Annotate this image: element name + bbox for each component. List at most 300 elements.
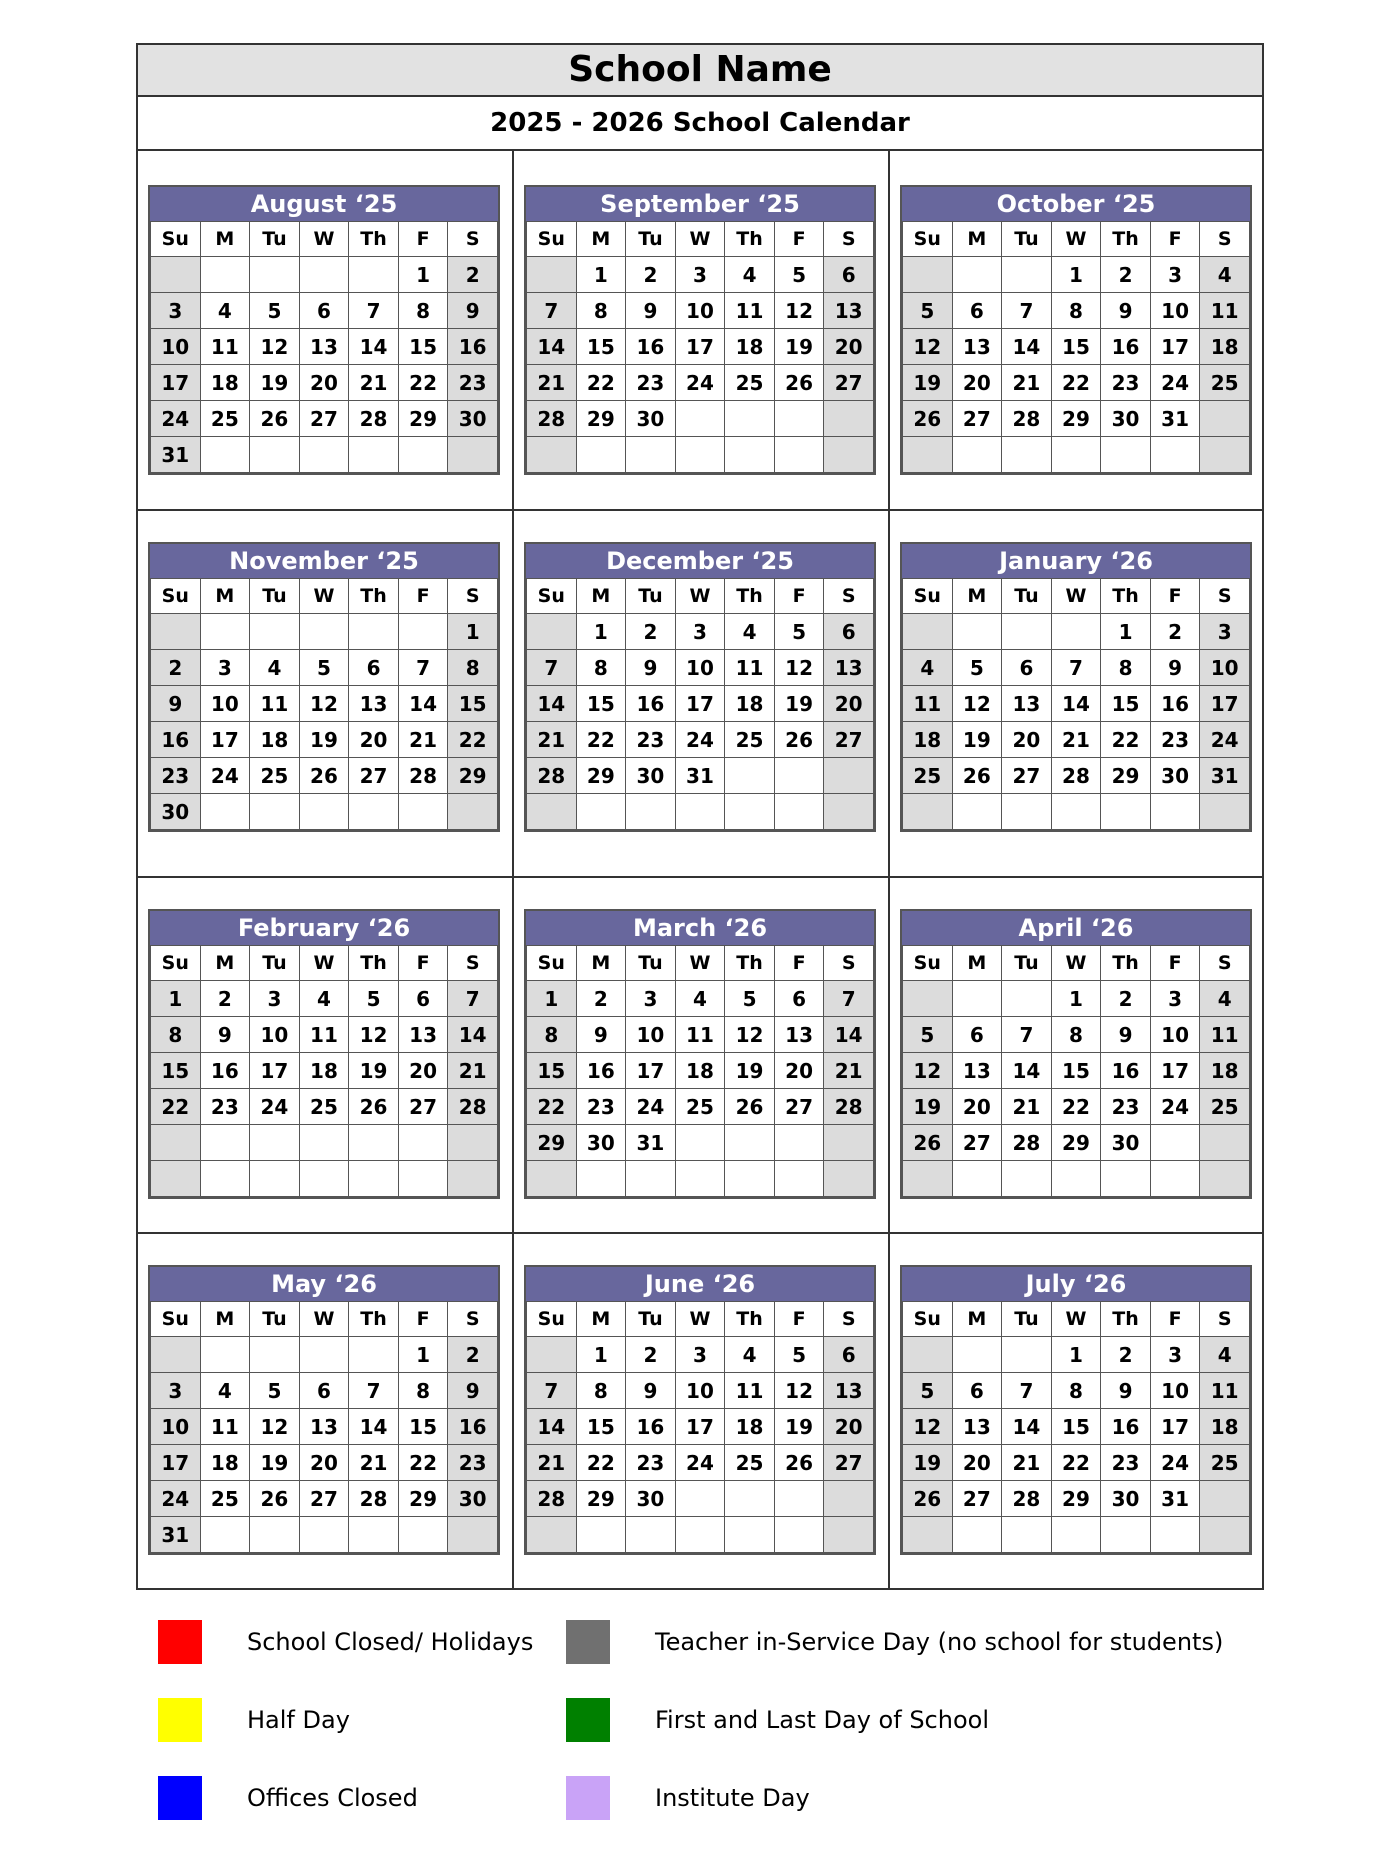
weekday-header: Su [527, 222, 577, 257]
empty-day-cell [903, 257, 953, 293]
empty-day-cell [448, 794, 498, 830]
day-cell: 17 [675, 329, 725, 365]
legend-label: Teacher in-Service Day (no school for students) [655, 1628, 1224, 1656]
day-cell: 18 [200, 365, 250, 401]
day-cell: 7 [1051, 650, 1101, 686]
month-calendar [524, 185, 876, 475]
day-cell: 20 [824, 329, 874, 365]
day-cell: 19 [774, 1409, 824, 1445]
weekday-header: S [824, 222, 874, 257]
school-name: School Name [138, 45, 1262, 97]
weekday-header: Tu [626, 579, 676, 614]
weekday-header: M [576, 946, 626, 981]
day-cell: 27 [952, 1125, 1002, 1161]
day-cell: 1 [576, 614, 626, 650]
month-calendar [900, 542, 1252, 832]
day-cell: 20 [952, 365, 1002, 401]
day-cell: 11 [200, 1409, 250, 1445]
day-cell: 29 [448, 758, 498, 794]
day-cell: 13 [824, 293, 874, 329]
day-cell: 11 [725, 650, 775, 686]
day-cell: 23 [626, 722, 676, 758]
empty-day-cell [1002, 1161, 1052, 1197]
day-cell: 16 [576, 1053, 626, 1089]
weekday-header: W [299, 946, 349, 981]
day-cell: 4 [1200, 981, 1250, 1017]
weekday-header: Tu [626, 222, 676, 257]
empty-day-cell [151, 1161, 201, 1197]
empty-day-cell [1002, 1337, 1052, 1373]
day-cell: 25 [725, 1445, 775, 1481]
day-cell: 6 [299, 293, 349, 329]
day-cell: 6 [952, 1373, 1002, 1409]
day-cell: 16 [1101, 1409, 1151, 1445]
empty-day-cell [1002, 257, 1052, 293]
month-title: April ‘26 [902, 911, 1250, 945]
empty-day-cell [349, 257, 399, 293]
empty-day-cell [626, 1517, 676, 1553]
empty-day-cell [774, 437, 824, 473]
day-cell: 14 [527, 686, 577, 722]
day-cell: 7 [349, 1373, 399, 1409]
day-cell: 20 [774, 1053, 824, 1089]
day-cell: 11 [1200, 1017, 1250, 1053]
day-cell: 12 [903, 1053, 953, 1089]
day-cell: 13 [299, 329, 349, 365]
weekday-header: Tu [1002, 579, 1052, 614]
day-cell: 6 [774, 981, 824, 1017]
empty-day-cell [1051, 1517, 1101, 1553]
weekday-header: W [299, 579, 349, 614]
day-cell: 24 [626, 1089, 676, 1125]
empty-day-cell [349, 794, 399, 830]
empty-day-cell [1200, 437, 1250, 473]
day-cell: 15 [1051, 329, 1101, 365]
month-title: July ‘26 [902, 1267, 1250, 1301]
day-cell: 3 [675, 614, 725, 650]
weekday-header: F [398, 1302, 448, 1337]
day-cell: 15 [576, 686, 626, 722]
day-cell: 31 [151, 1517, 201, 1553]
empty-day-cell [576, 794, 626, 830]
empty-day-cell [299, 614, 349, 650]
day-cell: 4 [903, 650, 953, 686]
empty-day-cell [675, 437, 725, 473]
day-cell: 6 [1002, 650, 1052, 686]
day-cell: 18 [1200, 1409, 1250, 1445]
month-calendar [524, 1265, 876, 1555]
weekday-header: Su [527, 1302, 577, 1337]
day-cell: 18 [675, 1053, 725, 1089]
day-cell: 24 [250, 1089, 300, 1125]
day-cell: 25 [1200, 365, 1250, 401]
empty-day-cell [200, 614, 250, 650]
day-cell: 23 [151, 758, 201, 794]
empty-day-cell [1150, 437, 1200, 473]
empty-day-cell [448, 437, 498, 473]
weekday-header: M [200, 222, 250, 257]
day-cell: 18 [725, 1409, 775, 1445]
day-cell: 26 [250, 401, 300, 437]
day-cell: 27 [952, 401, 1002, 437]
day-cell: 16 [1150, 686, 1200, 722]
day-cell: 1 [527, 981, 577, 1017]
day-cell: 22 [576, 365, 626, 401]
legend-label: School Closed/ Holidays [247, 1628, 534, 1656]
empty-day-cell [725, 758, 775, 794]
empty-day-cell [1150, 1517, 1200, 1553]
weekday-header: F [398, 579, 448, 614]
day-cell: 28 [527, 401, 577, 437]
empty-day-cell [1051, 614, 1101, 650]
day-cell: 2 [448, 1337, 498, 1373]
day-cell: 21 [824, 1053, 874, 1089]
empty-day-cell [349, 1337, 399, 1373]
day-cell: 10 [1150, 1017, 1200, 1053]
day-cell: 5 [903, 293, 953, 329]
empty-day-cell [725, 1125, 775, 1161]
empty-day-cell [824, 758, 874, 794]
day-cell: 10 [151, 329, 201, 365]
day-cell: 22 [398, 1445, 448, 1481]
day-cell: 14 [527, 1409, 577, 1445]
day-cell: 5 [725, 981, 775, 1017]
weekday-header: S [1200, 946, 1250, 981]
day-cell: 23 [1101, 365, 1151, 401]
weekday-header: S [1200, 579, 1250, 614]
day-cell: 28 [349, 401, 399, 437]
weekday-header: Su [151, 579, 201, 614]
day-cell: 12 [725, 1017, 775, 1053]
day-cell: 24 [675, 1445, 725, 1481]
empty-day-cell [1200, 401, 1250, 437]
legend-label: Institute Day [655, 1784, 810, 1812]
day-cell: 22 [448, 722, 498, 758]
weekday-header: Tu [250, 222, 300, 257]
weekday-header: Su [903, 1302, 953, 1337]
day-cell: 31 [1150, 1481, 1200, 1517]
month-calendar [148, 185, 500, 475]
day-cell: 28 [349, 1481, 399, 1517]
day-cell: 19 [250, 365, 300, 401]
empty-day-cell [952, 794, 1002, 830]
day-cell: 24 [675, 722, 725, 758]
empty-day-cell [725, 437, 775, 473]
day-cell: 25 [200, 1481, 250, 1517]
day-cell: 10 [626, 1017, 676, 1053]
weekday-header: Th [725, 222, 775, 257]
day-cell: 9 [448, 293, 498, 329]
empty-day-cell [250, 1337, 300, 1373]
weekday-header: Th [725, 579, 775, 614]
day-cell: 7 [527, 650, 577, 686]
day-cell: 26 [952, 758, 1002, 794]
weekday-header: F [1150, 1302, 1200, 1337]
day-cell: 5 [903, 1373, 953, 1409]
day-cell: 10 [1150, 1373, 1200, 1409]
day-cell: 14 [824, 1017, 874, 1053]
day-cell: 21 [527, 365, 577, 401]
day-cell: 20 [349, 722, 399, 758]
day-cell: 27 [299, 401, 349, 437]
day-cell: 14 [398, 686, 448, 722]
day-cell: 2 [626, 257, 676, 293]
day-cell: 9 [1101, 1017, 1151, 1053]
day-cell: 8 [527, 1017, 577, 1053]
weekday-header: Th [725, 946, 775, 981]
empty-day-cell [725, 794, 775, 830]
day-cell: 12 [952, 686, 1002, 722]
day-cell: 1 [398, 257, 448, 293]
day-cell: 4 [725, 614, 775, 650]
legend-swatch-gray [566, 1620, 610, 1664]
empty-day-cell [824, 1161, 874, 1197]
day-cell: 5 [903, 1017, 953, 1053]
month-title: December ‘25 [526, 544, 874, 578]
day-cell: 3 [200, 650, 250, 686]
day-cell: 23 [1101, 1089, 1151, 1125]
empty-day-cell [250, 257, 300, 293]
empty-day-cell [200, 1125, 250, 1161]
empty-day-cell [527, 794, 577, 830]
day-cell: 14 [1051, 686, 1101, 722]
empty-day-cell [824, 1517, 874, 1553]
day-cell: 24 [200, 758, 250, 794]
day-cell: 17 [250, 1053, 300, 1089]
day-cell: 26 [250, 1481, 300, 1517]
day-cell: 7 [1002, 293, 1052, 329]
weekday-header: W [1051, 946, 1101, 981]
day-cell: 31 [151, 437, 201, 473]
weekday-header: Th [725, 1302, 775, 1337]
day-cell: 16 [448, 1409, 498, 1445]
day-cell: 27 [398, 1089, 448, 1125]
day-cell: 28 [398, 758, 448, 794]
day-cell: 2 [1101, 257, 1151, 293]
day-cell: 1 [576, 1337, 626, 1373]
empty-day-cell [903, 437, 953, 473]
day-cell: 8 [576, 293, 626, 329]
weekday-header: Th [1101, 222, 1151, 257]
day-cell: 22 [1051, 365, 1101, 401]
weekday-header: F [774, 1302, 824, 1337]
day-cell: 4 [725, 1337, 775, 1373]
day-cell: 22 [576, 1445, 626, 1481]
day-cell: 19 [903, 1089, 953, 1125]
empty-day-cell [349, 1161, 399, 1197]
day-cell: 21 [527, 1445, 577, 1481]
weekday-header: Su [903, 579, 953, 614]
weekday-header: W [299, 1302, 349, 1337]
day-cell: 5 [952, 650, 1002, 686]
day-cell: 3 [151, 1373, 201, 1409]
day-cell: 9 [448, 1373, 498, 1409]
empty-day-cell [200, 1161, 250, 1197]
empty-day-cell [527, 1517, 577, 1553]
day-cell: 18 [903, 722, 953, 758]
empty-day-cell [903, 1517, 953, 1553]
empty-day-cell [250, 1125, 300, 1161]
day-cell: 9 [1101, 1373, 1151, 1409]
day-cell: 17 [1200, 686, 1250, 722]
weekday-header: Tu [250, 1302, 300, 1337]
empty-day-cell [151, 1337, 201, 1373]
day-cell: 16 [626, 686, 676, 722]
empty-day-cell [250, 794, 300, 830]
day-cell: 18 [299, 1053, 349, 1089]
weekday-header: Th [1101, 946, 1151, 981]
weekday-header: Tu [1002, 222, 1052, 257]
day-cell: 25 [725, 722, 775, 758]
day-cell: 8 [398, 293, 448, 329]
month-title: September ‘25 [526, 187, 874, 221]
empty-day-cell [774, 758, 824, 794]
grid-divider [138, 876, 1262, 878]
empty-day-cell [349, 614, 399, 650]
empty-day-cell [151, 257, 201, 293]
day-cell: 17 [626, 1053, 676, 1089]
empty-day-cell [1101, 437, 1151, 473]
day-cell: 24 [151, 401, 201, 437]
day-cell: 24 [151, 1481, 201, 1517]
day-cell: 4 [299, 981, 349, 1017]
day-cell: 30 [626, 401, 676, 437]
weekday-header: F [1150, 579, 1200, 614]
empty-day-cell [774, 1517, 824, 1553]
day-cell: 31 [626, 1125, 676, 1161]
empty-day-cell [1200, 1481, 1250, 1517]
empty-day-cell [349, 1125, 399, 1161]
day-cell: 1 [576, 257, 626, 293]
empty-day-cell [903, 614, 953, 650]
weekday-header: W [675, 579, 725, 614]
day-cell: 23 [576, 1089, 626, 1125]
empty-day-cell [774, 401, 824, 437]
day-cell: 6 [349, 650, 399, 686]
day-cell: 29 [1101, 758, 1151, 794]
weekday-header: M [576, 1302, 626, 1337]
empty-day-cell [250, 614, 300, 650]
day-cell: 15 [576, 1409, 626, 1445]
day-cell: 11 [725, 1373, 775, 1409]
empty-day-cell [675, 1517, 725, 1553]
month-calendar [524, 909, 876, 1199]
empty-day-cell [200, 1337, 250, 1373]
day-cell: 4 [200, 1373, 250, 1409]
day-cell: 29 [576, 1481, 626, 1517]
day-cell: 29 [398, 1481, 448, 1517]
day-cell: 7 [1002, 1017, 1052, 1053]
month-calendar [148, 909, 500, 1199]
day-cell: 18 [725, 686, 775, 722]
day-cell: 5 [250, 1373, 300, 1409]
empty-day-cell [527, 437, 577, 473]
empty-day-cell [576, 1161, 626, 1197]
day-cell: 5 [299, 650, 349, 686]
day-cell: 12 [903, 329, 953, 365]
day-cell: 19 [349, 1053, 399, 1089]
day-cell: 15 [1051, 1409, 1101, 1445]
day-cell: 13 [824, 1373, 874, 1409]
weekday-header: W [1051, 1302, 1101, 1337]
day-cell: 7 [527, 293, 577, 329]
empty-day-cell [725, 1481, 775, 1517]
empty-day-cell [151, 614, 201, 650]
day-cell: 6 [952, 1017, 1002, 1053]
day-cell: 31 [675, 758, 725, 794]
legend-label: First and Last Day of School [655, 1706, 989, 1734]
empty-day-cell [725, 1161, 775, 1197]
day-cell: 27 [349, 758, 399, 794]
month-calendar [524, 542, 876, 832]
day-cell: 21 [1002, 1089, 1052, 1125]
empty-day-cell [1002, 437, 1052, 473]
empty-day-cell [398, 1517, 448, 1553]
day-cell: 4 [725, 257, 775, 293]
day-cell: 10 [675, 650, 725, 686]
weekday-header: F [774, 222, 824, 257]
day-cell: 3 [1150, 1337, 1200, 1373]
day-cell: 30 [1101, 1125, 1151, 1161]
day-cell: 8 [448, 650, 498, 686]
empty-day-cell [903, 1161, 953, 1197]
weekday-header: Su [527, 946, 577, 981]
empty-day-cell [200, 794, 250, 830]
day-cell: 12 [250, 1409, 300, 1445]
empty-day-cell [903, 794, 953, 830]
day-cell: 28 [824, 1089, 874, 1125]
weekday-header: Tu [1002, 946, 1052, 981]
empty-day-cell [448, 1125, 498, 1161]
day-cell: 29 [1051, 1125, 1101, 1161]
day-cell: 22 [576, 722, 626, 758]
grid-divider [138, 1232, 1262, 1234]
day-cell: 4 [250, 650, 300, 686]
grid-divider [138, 509, 1262, 511]
day-cell: 19 [299, 722, 349, 758]
empty-day-cell [200, 437, 250, 473]
day-cell: 4 [675, 981, 725, 1017]
empty-day-cell [1200, 1125, 1250, 1161]
day-cell: 26 [299, 758, 349, 794]
calendar-title: 2025 - 2026 School Calendar [138, 97, 1262, 151]
day-cell: 28 [527, 1481, 577, 1517]
empty-day-cell [626, 437, 676, 473]
month-calendar [900, 909, 1252, 1199]
day-cell: 4 [200, 293, 250, 329]
day-cell: 13 [952, 1053, 1002, 1089]
empty-day-cell [299, 1337, 349, 1373]
empty-day-cell [398, 794, 448, 830]
day-cell: 19 [903, 1445, 953, 1481]
day-cell: 9 [1101, 293, 1151, 329]
month-calendar [900, 185, 1252, 475]
empty-day-cell [1200, 1517, 1250, 1553]
day-cell: 12 [299, 686, 349, 722]
day-cell: 13 [774, 1017, 824, 1053]
empty-day-cell [527, 1337, 577, 1373]
day-cell: 12 [774, 650, 824, 686]
month-title: June ‘26 [526, 1267, 874, 1301]
day-cell: 2 [1101, 981, 1151, 1017]
day-cell: 22 [1051, 1445, 1101, 1481]
day-cell: 1 [151, 981, 201, 1017]
empty-day-cell [952, 614, 1002, 650]
day-cell: 18 [1200, 1053, 1250, 1089]
day-cell: 19 [903, 365, 953, 401]
weekday-header: Th [349, 1302, 399, 1337]
day-cell: 26 [903, 1125, 953, 1161]
